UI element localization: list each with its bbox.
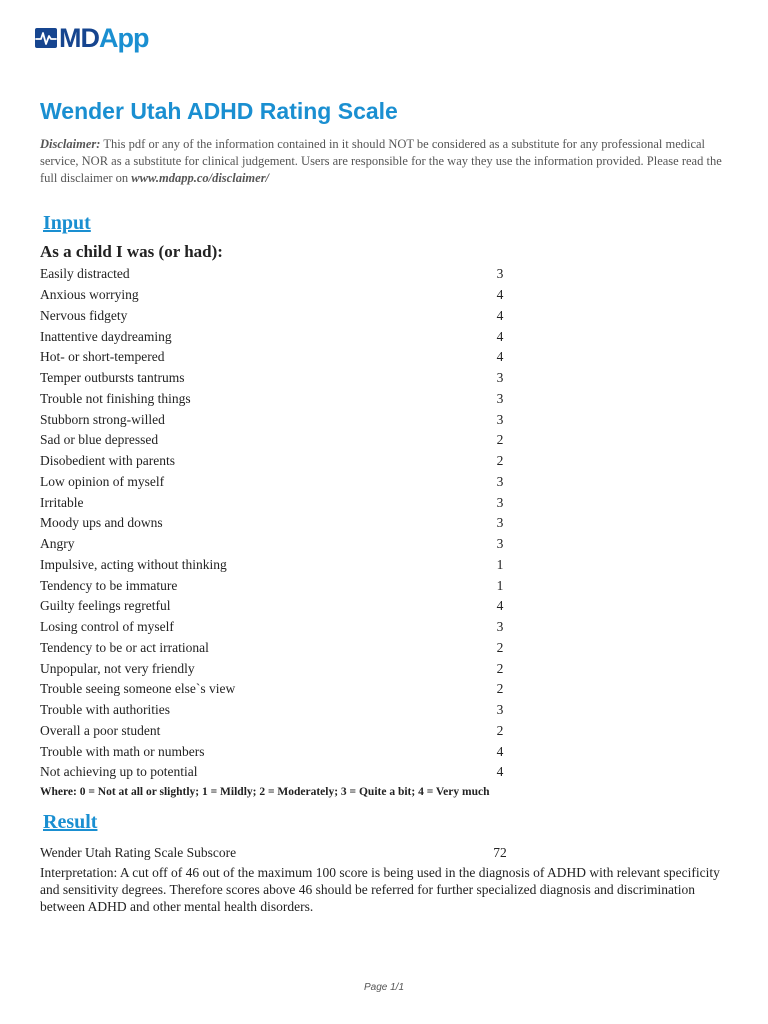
item-label: Temper outbursts tantrums	[40, 370, 185, 386]
page-number: Page 1/1	[363, 982, 405, 993]
item-value: 1	[496, 577, 504, 593]
page-title: Wender Utah ADHD Rating Scale	[40, 98, 398, 124]
list-item	[40, 721, 520, 742]
item-label: Trouble seeing someone else`s view	[40, 681, 236, 697]
item-label: Trouble with authorities	[40, 702, 170, 718]
disclaimer-link[interactable]: www.mdapp.co/disclaimer/	[131, 171, 270, 185]
item-value: 3	[496, 370, 504, 386]
logo-text-md: MD	[59, 23, 99, 53]
item-label: Hot- or short-tempered	[40, 349, 165, 365]
list-item	[40, 306, 520, 327]
item-value: 4	[496, 328, 504, 344]
item-value: 3	[496, 494, 504, 510]
list-item	[40, 534, 520, 555]
item-value: 2	[496, 722, 504, 738]
item-value: 4	[496, 764, 504, 780]
item-label: Disobedient with parents	[40, 453, 175, 469]
item-label: Anxious worrying	[40, 287, 139, 303]
list-item	[40, 762, 520, 783]
input-items-list	[40, 264, 520, 783]
disclaimer	[40, 136, 730, 187]
item-value: 2	[496, 660, 504, 676]
item-label: Stubborn strong-willed	[40, 411, 165, 427]
item-value: 3	[496, 515, 504, 531]
item-value: 3	[496, 702, 504, 718]
item-value: 3	[496, 536, 504, 552]
item-value: 4	[496, 287, 504, 303]
list-item	[40, 347, 520, 368]
item-label: Moody ups and downs	[40, 515, 163, 531]
item-value: 3	[496, 619, 504, 635]
item-label: Impulsive, acting without thinking	[40, 556, 227, 572]
disclaimer-text: This pdf or any of the information contained in it should NOT be considered as a substitute for any professional medical service, NOR as a substitute for clinical judgement. Users are responsible for the way they use the information provided. Please read the full disclaimer on	[40, 137, 722, 185]
list-item	[40, 430, 520, 451]
item-label: Trouble with math or numbers	[40, 743, 205, 759]
item-label: Tendency to be immature	[40, 577, 178, 593]
heartbeat-icon	[35, 28, 57, 48]
item-label: Unpopular, not very friendly	[40, 660, 195, 676]
item-label: Guilty feelings regretful	[40, 598, 171, 614]
list-item	[40, 555, 520, 576]
item-value: 2	[496, 639, 504, 655]
list-item	[40, 658, 520, 679]
item-value: 3	[496, 411, 504, 427]
logo-text	[59, 22, 148, 54]
item-label: Sad or blue depressed	[40, 432, 159, 448]
item-label: Nervous fidgety	[40, 307, 128, 323]
item-value: 2	[496, 432, 504, 448]
list-item	[40, 368, 520, 389]
list-item	[40, 389, 520, 410]
list-item	[40, 700, 520, 721]
item-value: 4	[496, 349, 504, 365]
list-item	[40, 679, 520, 700]
result-score-value: 72	[493, 845, 507, 860]
input-heading: Input	[43, 212, 91, 234]
scale-legend: Where: 0 = Not at all or slightly; 1 = Mildly; 2 = Moderately; 3 = Quite a bit; 4 = Very much	[40, 786, 490, 798]
result-heading: Result	[43, 811, 98, 833]
mdapp-logo	[35, 22, 148, 54]
list-item	[40, 285, 520, 306]
list-item	[40, 492, 520, 513]
item-value: 4	[496, 598, 504, 614]
item-value: 3	[496, 473, 504, 489]
item-label: Not achieving up to potential	[40, 764, 198, 780]
list-item	[40, 638, 520, 659]
list-item	[40, 264, 520, 285]
logo-text-app: App	[99, 23, 149, 53]
item-label: Irritable	[40, 494, 84, 510]
item-label: Losing control of myself	[40, 619, 174, 635]
list-item	[40, 741, 520, 762]
item-label: Low opinion of myself	[40, 473, 165, 489]
item-label: Easily distracted	[40, 266, 130, 282]
result-interpretation: Interpretation: A cut off of 46 out of the maximum 100 score is being used in the diagnosis of ADHD with relevant specificity and sensitivity degrees. Therefore scores above 46 should be referred for further specialized diagnosis and discrimination between ADHD and other mental health disorders.	[40, 865, 720, 914]
list-item	[40, 513, 520, 534]
item-label: Inattentive daydreaming	[40, 328, 172, 344]
result-score-label: Wender Utah Rating Scale Subscore	[40, 845, 237, 860]
item-value: 3	[496, 266, 504, 282]
input-subheading: As a child I was (or had):	[40, 242, 223, 261]
item-value: 4	[496, 743, 504, 759]
list-item	[40, 326, 520, 347]
item-label: Trouble not finishing things	[40, 390, 191, 406]
item-value: 1	[496, 556, 504, 572]
disclaimer-lead: Disclaimer:	[40, 137, 101, 151]
list-item	[40, 575, 520, 596]
list-item	[40, 451, 520, 472]
item-value: 2	[496, 453, 504, 469]
item-value: 2	[496, 681, 504, 697]
list-item	[40, 409, 520, 430]
item-value: 4	[496, 307, 504, 323]
item-label: Angry	[40, 536, 75, 552]
list-item	[40, 596, 520, 617]
list-item	[40, 617, 520, 638]
item-label: Overall a poor student	[40, 722, 161, 738]
list-item	[40, 472, 520, 493]
item-value: 3	[496, 390, 504, 406]
result-row	[40, 844, 520, 861]
item-label: Tendency to be or act irrational	[40, 639, 209, 655]
